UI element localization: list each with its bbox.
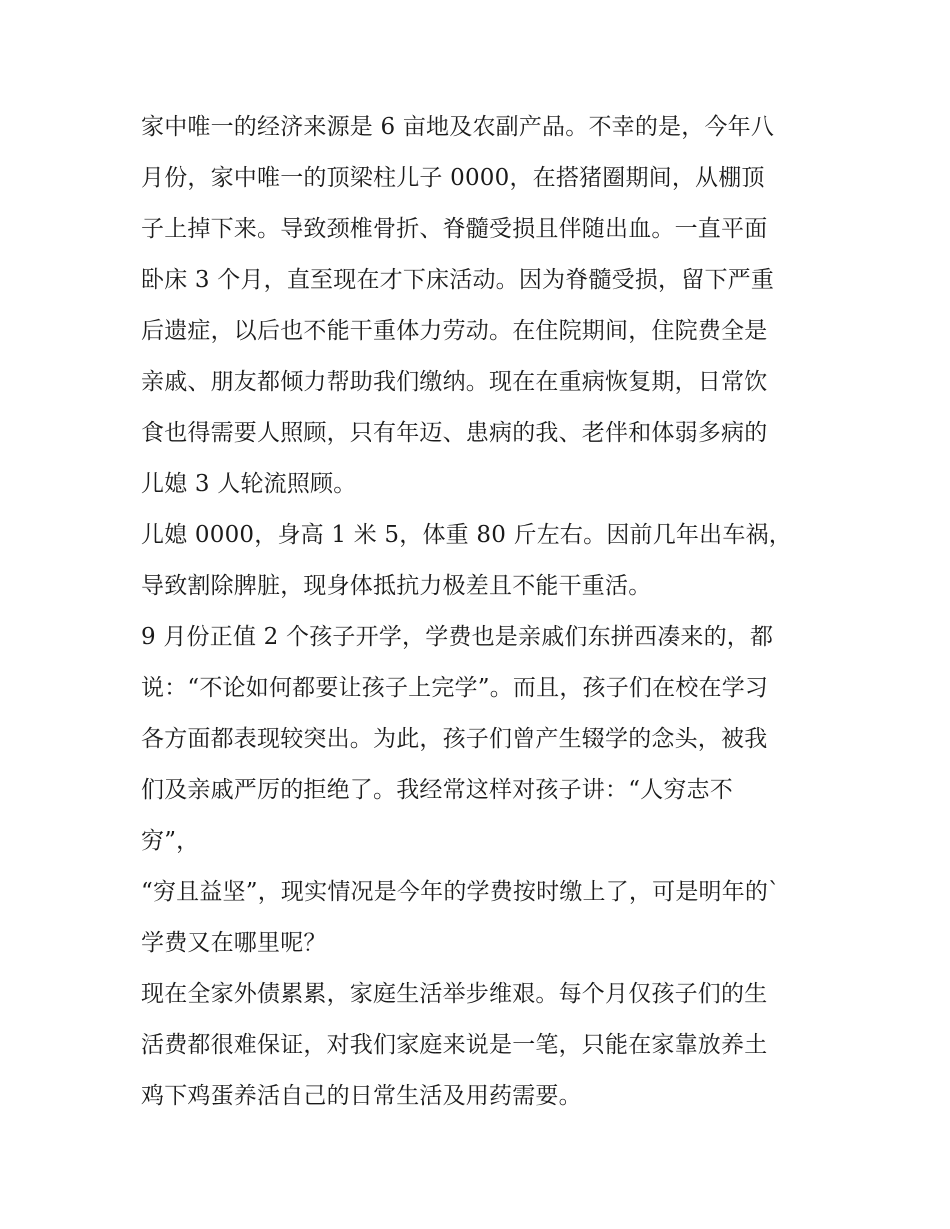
text-line: 说：“不论如何都要让孩子上完学”。而且，孩子们在校在学习 (141, 675, 769, 701)
text-line: 穷”， (141, 828, 200, 854)
text-line: 后遗症，以后也不能干重体力劳动。在住院期间，住院费全是 (141, 318, 768, 344)
text-line: 们及亲戚严厉的拒绝了。我经常这样对孩子讲：“人穷志不 (141, 777, 733, 803)
text-line: 9 月份正值 2 个孩子开学，学费也是亲戚们东拼西凑来的，都 (141, 624, 774, 650)
text-line: 卧床 3 个月，直至现在才下床活动。因为脊髓受损，留下严重 (141, 267, 775, 293)
text-line: 食也得需要人照顾，只有年迈、患病的我、老伴和体弱多病的 (141, 420, 768, 446)
text-line: 子上掉下来。导致颈椎骨折、脊髓受损且伴随出血。一直平面 (141, 216, 768, 242)
text-line: 亲戚、朋友都倾力帮助我们缴纳。现在在重病恢复期，日常饮 (141, 369, 768, 395)
text-line: “穷且益坚”，现实情况是今年的学费按时缴上了，可是明年的` (141, 879, 780, 905)
text-line: 家中唯一的经济来源是 6 亩地及农副产品。不幸的是，今年八 (141, 114, 775, 140)
text-line: 儿媳 0000，身高 1 米 5，体重 80 斤左右。因前几年出车祸， (141, 522, 792, 548)
text-line: 鸡下鸡蛋养活自己的日常生活及用药需要。 (141, 1083, 582, 1109)
text-line: 月份，家中唯一的顶梁柱儿子 0000，在搭猪圈期间，从棚顶 (141, 165, 765, 191)
document-body (141, 102, 821, 1122)
text-line: 活费都很难保证，对我们家庭来说是一笔，只能在家靠放养土 (141, 1032, 768, 1058)
text-line: 导致割除脾脏，现身体抵抗力极差且不能干重活。 (141, 573, 652, 599)
text-line: 儿媳 3 人轮流照顾。 (141, 471, 357, 497)
text-line: 学费又在哪里呢？ (141, 930, 327, 956)
text-line: 现在全家外债累累，家庭生活举步维艰。每个月仅孩子们的生 (141, 981, 768, 1007)
text-line: 各方面都表现较突出。为此，孩子们曾产生辍学的念头，被我 (141, 726, 768, 752)
